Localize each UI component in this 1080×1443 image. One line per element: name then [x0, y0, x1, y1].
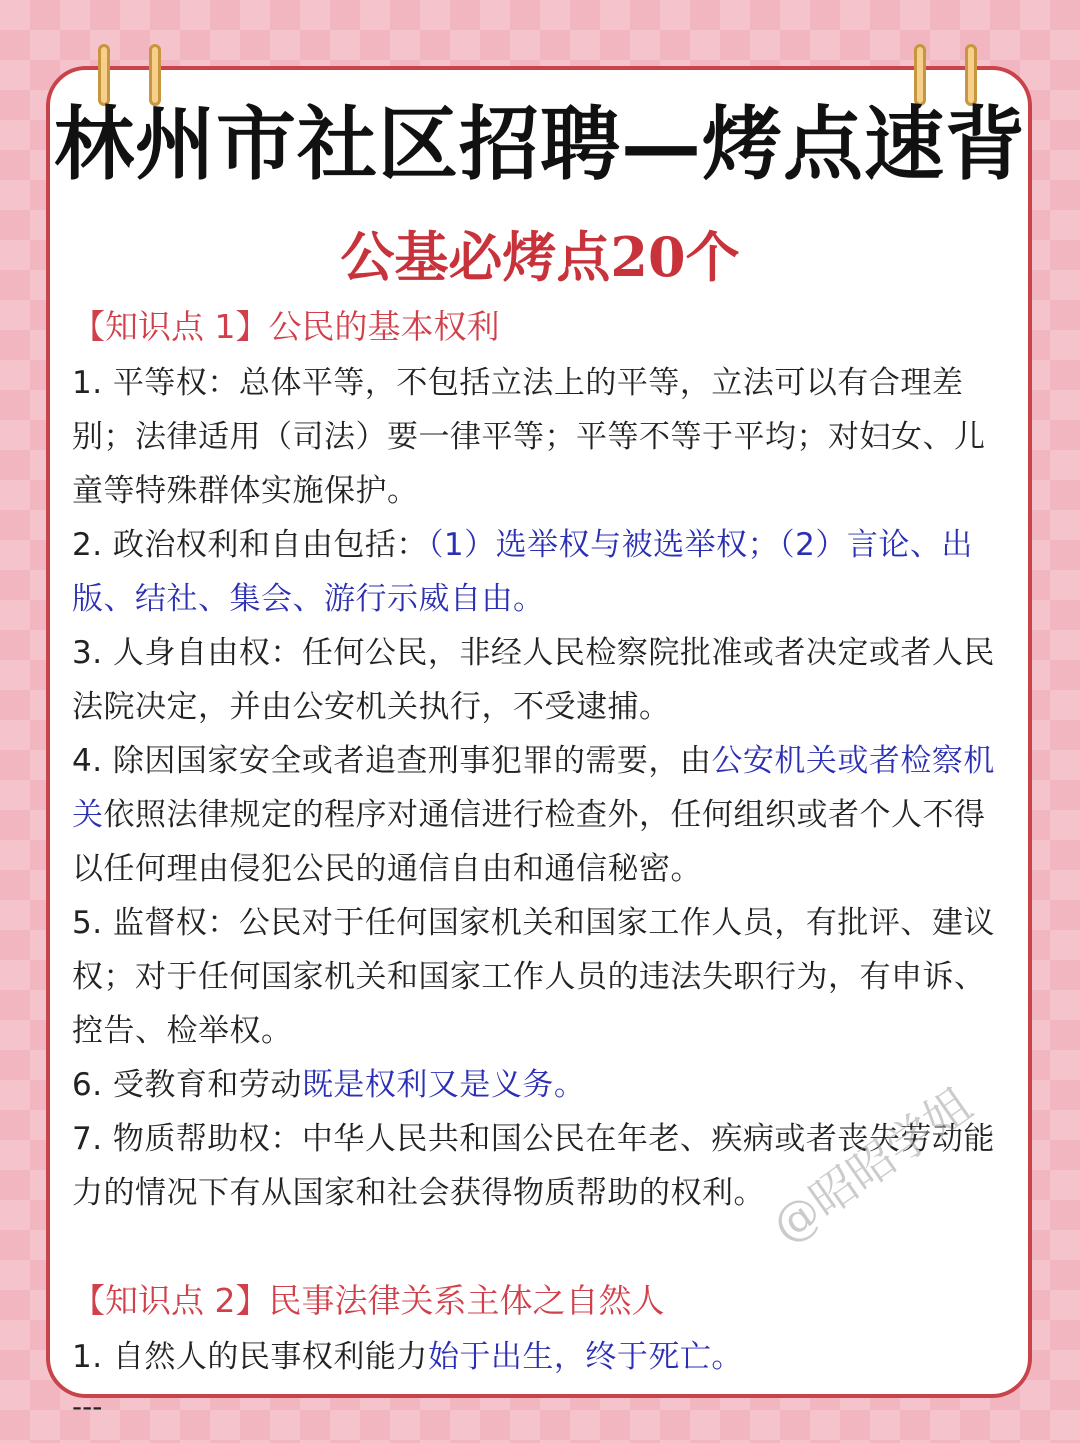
list-item: 1. 平等权：总体平等，不包括立法上的平等，立法可以有合理差别；法律适用（司法）要一律平等；平等不等于平均；对妇女、儿童等特殊群体实施保护。	[72, 365, 986, 509]
list-item: 5. 监督权：公民对于任何国家机关和国家工作人员，有批评、建议权；对于任何国家机关和国家工作人员的违法失职行为，有申诉、控告、检举权。	[72, 905, 995, 1049]
list-item: 2. 政治权利和自由包括：（1）选举权与被选举权；（2）言论、出版、结社、集会、游行示威自由。	[72, 527, 973, 617]
footer-dashes: ---	[72, 1390, 103, 1423]
highlight-text: 公安机关或者检察机关	[72, 743, 995, 833]
list-item: 1. 自然人的民事权利能力始于出生，终于死亡。	[72, 1339, 743, 1375]
list-item: 6. 受教育和劳动既是权利又是义务。	[72, 1067, 586, 1103]
highlight-text: 始于出生，终于死亡。	[427, 1339, 743, 1375]
highlight-text: 既是权利又是义务。	[301, 1067, 586, 1103]
watermark: @昭昭学姐	[762, 1077, 982, 1254]
list-item: 3. 人身自由权：任何公民，非经人民检察院批准或者决定或者人民法院决定，并由公安机关执行，不受逮捕。	[72, 635, 995, 725]
section-heading-1: 【知识点 1】公民的基本权利	[72, 307, 500, 346]
page-subtitle: 公基必烤点20个	[340, 225, 740, 289]
page-title: 林州市社区招聘—烤点速背	[54, 97, 1026, 191]
list-item: 4. 除因国家安全或者追查刑事犯罪的需要，由公安机关或者检察机关依照法律规定的程序对通信进行检查外，任何组织或者个人不得以任何理由侵犯公民的通信自由和通信秘密。	[72, 743, 995, 887]
list-item: 7. 物质帮助权：中华人民共和国公民在年老、疾病或者丧失劳动能力的情况下有从国家和社会获得物质帮助的权利。	[72, 1121, 995, 1211]
section-heading-2: 【知识点 2】民事法律关系主体之自然人	[72, 1281, 665, 1320]
highlight-text: （1）选举权与被选举权；（2）言论、出版、结社、集会、游行示威自由。	[72, 527, 973, 617]
